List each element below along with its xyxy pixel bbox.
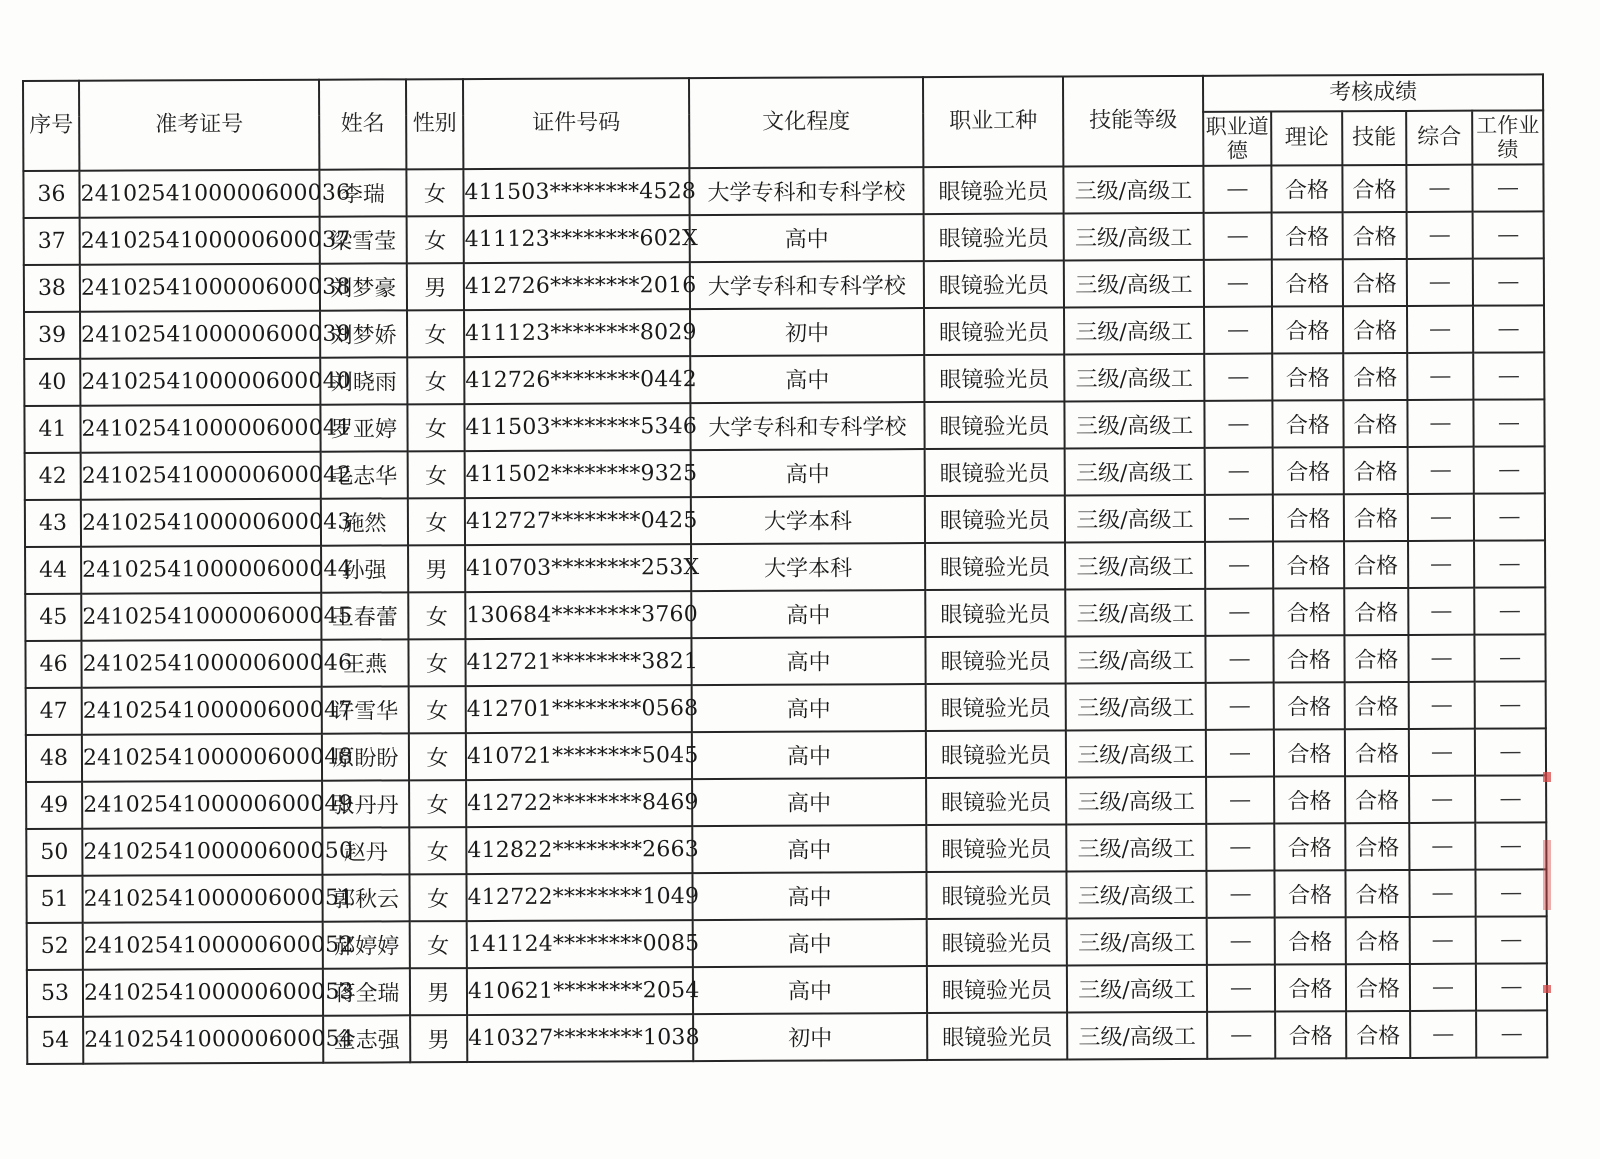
row-name: 罗亚婷 [320,404,407,451]
row-theory: 合格 [1273,635,1344,682]
row-performance: — [1475,775,1546,822]
row-comprehensive: — [1408,635,1474,682]
row-skill-level: 三级/高级工 [1066,683,1206,731]
row-performance: — [1474,493,1545,540]
row-skill-level: 三级/高级工 [1065,636,1205,684]
row-performance: — [1475,822,1546,869]
row-name: 毛志华 [321,451,408,498]
row-exam-id: 2410254100000600053 [83,969,323,1017]
header-performance: 工作业绩 [1472,110,1543,164]
row-index: 50 [26,829,82,876]
row-skill: 合格 [1344,635,1408,682]
row-education: 高中 [692,872,926,920]
row-name: 赵丹 [322,827,409,874]
row-occupation: 眼镜验光员 [926,730,1066,778]
header-theory: 理论 [1271,111,1342,165]
row-education: 初中 [690,308,924,356]
row-ethics: — [1206,777,1274,824]
table-row [25,493,1545,547]
row-performance: — [1476,916,1547,963]
row-skill-level: 三级/高级工 [1065,589,1205,637]
row-index: 39 [24,312,80,359]
row-exam-id: 2410254100000600038 [80,264,320,312]
row-theory: 合格 [1274,682,1345,729]
row-ethics: — [1204,401,1272,448]
row-exam-id: 2410254100000600036 [79,170,319,218]
row-theory: 合格 [1275,964,1346,1011]
row-theory: 合格 [1274,870,1345,917]
row-education: 大学专科和专科学校 [690,402,924,450]
row-performance: — [1473,258,1544,305]
row-skill: 合格 [1345,682,1409,729]
row-name: 王春蕾 [321,592,408,639]
row-performance: — [1476,1010,1547,1057]
row-theory: 合格 [1271,165,1342,212]
row-ethics: — [1205,448,1273,495]
header-gender: 性别 [406,79,463,169]
row-occupation: 眼镜验光员 [926,777,1066,825]
row-id-number: 141124********0085 [467,920,693,968]
row-skill: 合格 [1346,1011,1410,1058]
table-row [25,540,1545,594]
table-row [27,963,1547,1017]
row-skill-level: 三级/高级工 [1064,307,1204,355]
row-comprehensive: — [1409,823,1475,870]
row-education: 高中 [691,449,925,497]
row-index: 42 [25,453,81,500]
row-performance: — [1473,211,1544,258]
row-id-number: 412722********1049 [466,873,692,921]
header-exam-id: 准考证号 [79,80,319,171]
row-comprehensive: — [1407,400,1473,447]
row-index: 47 [26,688,82,735]
header-id-number: 证件号码 [463,78,689,169]
row-name: 刘梦豪 [320,263,407,310]
row-index: 48 [26,735,82,782]
row-id-number: 412701********0568 [466,685,692,733]
row-skill: 合格 [1346,964,1410,1011]
row-education: 高中 [690,355,924,403]
row-exam-id: 2410254100000600047 [82,687,322,735]
row-id-number: 411503********4528 [463,168,689,216]
header-ethics: 职业道德 [1203,112,1271,166]
row-skill-level: 三级/高级工 [1063,166,1203,214]
row-name: 张丹丹 [322,780,409,827]
row-skill: 合格 [1346,917,1410,964]
row-performance: — [1474,446,1545,493]
row-exam-id: 2410254100000600052 [83,922,323,970]
row-index: 51 [26,876,82,923]
row-skill: 合格 [1345,823,1409,870]
row-id-number: 410721********5045 [466,732,692,780]
row-theory: 合格 [1272,259,1343,306]
row-name: 孙强 [321,545,408,592]
row-theory: 合格 [1274,823,1345,870]
row-theory: 合格 [1272,306,1343,353]
row-ethics: — [1207,918,1275,965]
row-index: 52 [27,923,83,970]
row-skill-level: 三级/高级工 [1066,824,1206,872]
row-id-number: 130684********3760 [465,591,691,639]
row-skill-level: 三级/高级工 [1066,871,1206,919]
row-id-number: 410703********253X [465,544,691,592]
row-name: 许雪华 [322,686,409,733]
row-theory: 合格 [1272,212,1343,259]
table-row [24,258,1544,312]
row-comprehensive: — [1409,682,1475,729]
header-assessment-group: 考核成绩 [1203,74,1543,111]
row-skill-level: 三级/高级工 [1065,542,1205,590]
row-ethics: — [1204,213,1272,260]
row-index: 40 [24,359,80,406]
row-performance: — [1476,963,1547,1010]
row-education: 高中 [692,825,926,873]
row-index: 36 [23,171,79,218]
stamp-edge-mark [1543,772,1551,782]
row-education: 高中 [690,214,924,262]
row-education: 高中 [692,731,926,779]
row-id-number: 412722********8469 [466,779,692,827]
row-comprehensive: — [1407,353,1473,400]
row-comprehensive: — [1409,729,1475,776]
row-ethics: — [1206,683,1274,730]
row-education: 大学本科 [691,543,925,591]
row-id-number: 410621********2054 [467,967,693,1015]
row-id-number: 411123********602X [464,215,690,263]
row-skill: 合格 [1345,729,1409,776]
row-education: 大学本科 [691,496,925,544]
row-skill-level: 三级/高级工 [1065,495,1205,543]
row-comprehensive: — [1408,541,1474,588]
row-performance: — [1473,305,1544,352]
table-row [25,587,1545,641]
row-ethics: — [1204,260,1272,307]
row-skill: 合格 [1344,494,1408,541]
row-theory: 合格 [1274,729,1345,776]
row-performance: — [1475,681,1546,728]
row-index: 45 [25,594,81,641]
row-gender: 女 [407,404,464,451]
row-exam-id: 2410254100000600040 [80,358,320,406]
row-skill: 合格 [1344,588,1408,635]
header-comprehensive: 综合 [1406,111,1472,165]
row-ethics: — [1203,166,1271,213]
row-comprehensive: — [1409,870,1475,917]
row-gender: 女 [408,451,465,498]
table-row [24,211,1544,265]
row-education: 大学专科和专科学校 [689,167,923,215]
row-gender: 女 [409,686,466,733]
row-exam-id: 2410254100000600039 [80,311,320,359]
row-theory: 合格 [1273,541,1344,588]
row-index: 37 [24,218,80,265]
row-id-number: 411503********5346 [464,403,690,451]
header-skill: 技能 [1342,111,1406,165]
row-skill-level: 三级/高级工 [1066,777,1206,825]
row-index: 54 [27,1017,83,1064]
header-education: 文化程度 [689,77,923,168]
row-ethics: — [1207,965,1275,1012]
row-occupation: 眼镜验光员 [925,589,1065,637]
row-gender: 女 [408,592,465,639]
row-name: 金志强 [323,1015,410,1062]
row-skill: 合格 [1342,165,1406,212]
row-id-number: 412727********0425 [465,497,691,545]
row-skill-level: 三级/高级工 [1064,260,1204,308]
row-education: 高中 [693,966,927,1014]
row-skill-level: 三级/高级工 [1067,965,1207,1013]
table-row [25,446,1545,500]
row-occupation: 眼镜验光员 [926,871,1066,919]
table-body [23,164,1547,1064]
row-performance: — [1473,352,1544,399]
row-skill: 合格 [1344,447,1408,494]
row-ethics: — [1204,307,1272,354]
row-name: 施然 [321,498,408,545]
row-id-number: 410327********1038 [467,1014,693,1062]
table-row [23,164,1543,218]
row-name: 原盼盼 [322,733,409,780]
row-index: 41 [24,406,80,453]
row-education: 高中 [693,919,927,967]
row-skill-level: 三级/高级工 [1064,401,1204,449]
row-exam-id: 2410254100000600054 [83,1016,323,1064]
row-skill-level: 三级/高级工 [1067,1012,1207,1060]
row-occupation: 眼镜验光员 [927,965,1067,1013]
row-skill-level: 三级/高级工 [1067,918,1207,966]
table-row [26,775,1546,829]
row-gender: 女 [408,639,465,686]
row-performance: — [1475,869,1546,916]
row-occupation: 眼镜验光员 [927,1012,1067,1060]
row-education: 大学专科和专科学校 [690,261,924,309]
row-name: 郝婷婷 [323,921,410,968]
table-row [26,822,1546,876]
row-ethics: — [1204,354,1272,401]
row-theory: 合格 [1272,400,1343,447]
row-occupation: 眼镜验光员 [927,918,1067,966]
row-performance: — [1473,399,1544,446]
row-skill-level: 三级/高级工 [1066,730,1206,778]
row-gender: 女 [407,310,464,357]
table-row [26,728,1546,782]
row-index: 44 [25,547,81,594]
stamp-edge-mark [1543,985,1551,993]
table-row [24,399,1544,453]
row-gender: 女 [409,827,466,874]
row-theory: 合格 [1273,588,1344,635]
row-index: 49 [26,782,82,829]
row-theory: 合格 [1273,494,1344,541]
row-education: 高中 [692,684,926,732]
row-exam-id: 2410254100000600041 [80,405,320,453]
row-comprehensive: — [1407,259,1473,306]
row-gender: 女 [409,874,466,921]
row-ethics: — [1206,871,1274,918]
row-comprehensive: — [1407,306,1473,353]
row-theory: 合格 [1275,917,1346,964]
row-name: 郭秋云 [322,874,409,921]
row-exam-id: 2410254100000600045 [81,593,321,641]
table-row [27,916,1547,970]
row-index: 53 [27,970,83,1017]
row-ethics: — [1205,495,1273,542]
table-row [25,634,1545,688]
row-occupation: 眼镜验光员 [926,683,1066,731]
table-row [27,1010,1547,1064]
row-comprehensive: — [1406,165,1472,212]
row-occupation: 眼镜验光员 [924,401,1064,449]
row-comprehensive: — [1410,917,1476,964]
row-ethics: — [1205,589,1273,636]
row-skill: 合格 [1343,400,1407,447]
header-occupation: 职业工种 [923,76,1063,167]
row-performance: — [1474,540,1545,587]
row-occupation: 眼镜验光员 [925,495,1065,543]
row-performance: — [1475,728,1546,775]
row-gender: 女 [409,733,466,780]
row-comprehensive: — [1408,588,1474,635]
row-comprehensive: — [1410,964,1476,1011]
row-skill-level: 三级/高级工 [1064,354,1204,402]
row-occupation: 眼镜验光员 [925,636,1065,684]
row-gender: 女 [408,498,465,545]
row-name: 王燕 [321,639,408,686]
row-index: 38 [24,265,80,312]
row-education: 高中 [691,590,925,638]
row-name: 李瑞 [319,169,406,216]
row-skill-level: 三级/高级工 [1064,213,1204,261]
table-row [24,305,1544,359]
header-skill-level: 技能等级 [1063,76,1203,167]
row-exam-id: 2410254100000600048 [82,734,322,782]
row-exam-id: 2410254100000600044 [81,546,321,594]
row-performance: — [1474,634,1545,681]
row-ethics: — [1205,636,1273,683]
row-comprehensive: — [1408,447,1474,494]
row-gender: 男 [410,1015,467,1062]
row-skill-level: 三级/高级工 [1065,448,1205,496]
row-exam-id: 2410254100000600051 [82,875,322,923]
row-gender: 女 [410,921,467,968]
row-comprehensive: — [1410,1011,1476,1058]
table-row [24,352,1544,406]
row-id-number: 412726********0442 [464,356,690,404]
row-occupation: 眼镜验光员 [925,448,1065,496]
row-theory: 合格 [1275,1011,1346,1058]
row-id-number: 412721********3821 [465,638,691,686]
row-theory: 合格 [1274,776,1345,823]
row-name: 刘晓雨 [320,357,407,404]
row-occupation: 眼镜验光员 [923,166,1063,214]
row-occupation: 眼镜验光员 [924,307,1064,355]
row-performance: — [1474,587,1545,634]
row-performance: — [1472,164,1543,211]
row-exam-id: 2410254100000600050 [82,828,322,876]
row-gender: 女 [406,169,463,216]
row-skill: 合格 [1343,212,1407,259]
row-skill: 合格 [1344,541,1408,588]
table-row [26,869,1546,923]
row-skill: 合格 [1343,353,1407,400]
row-exam-id: 2410254100000600043 [81,499,321,547]
row-theory: 合格 [1272,353,1343,400]
row-education: 高中 [692,778,926,826]
row-skill: 合格 [1343,306,1407,353]
row-occupation: 眼镜验光员 [926,824,1066,872]
row-education: 初中 [693,1013,927,1061]
row-ethics: — [1205,542,1273,589]
exam-results-table [22,73,1548,1065]
row-comprehensive: — [1408,494,1474,541]
row-exam-id: 2410254100000600037 [80,217,320,265]
row-occupation: 眼镜验光员 [924,213,1064,261]
row-skill: 合格 [1343,259,1407,306]
row-theory: 合格 [1273,447,1344,494]
row-exam-id: 2410254100000600049 [82,781,322,829]
header-name: 姓名 [319,79,406,169]
row-ethics: — [1206,824,1274,871]
row-gender: 女 [407,216,464,263]
table-header [23,74,1543,171]
table-row [26,681,1546,735]
row-gender: 男 [407,263,464,310]
row-comprehensive: — [1409,776,1475,823]
row-ethics: — [1206,730,1274,777]
row-index: 46 [25,641,81,688]
row-id-number: 411502********9325 [465,450,691,498]
row-id-number: 411123********8029 [464,309,690,357]
row-comprehensive: — [1407,212,1473,259]
row-ethics: — [1207,1012,1275,1059]
row-occupation: 眼镜验光员 [925,542,1065,590]
row-exam-id: 2410254100000600046 [81,640,321,688]
row-name: 蒋全瑞 [323,968,410,1015]
row-gender: 男 [410,968,467,1015]
row-gender: 女 [409,780,466,827]
row-gender: 男 [408,545,465,592]
row-occupation: 眼镜验光员 [924,354,1064,402]
row-skill: 合格 [1345,776,1409,823]
row-name: 刘梦娇 [320,310,407,357]
row-index: 43 [25,500,81,547]
row-id-number: 412822********2663 [466,826,692,874]
stamp-edge-mark [1543,840,1551,910]
header-index: 序号 [23,81,79,171]
row-name: 梁雪莹 [320,216,407,263]
row-education: 高中 [691,637,925,685]
row-id-number: 412726********2016 [464,262,690,310]
row-skill: 合格 [1345,870,1409,917]
row-exam-id: 2410254100000600042 [81,452,321,500]
row-occupation: 眼镜验光员 [924,260,1064,308]
row-gender: 女 [407,357,464,404]
